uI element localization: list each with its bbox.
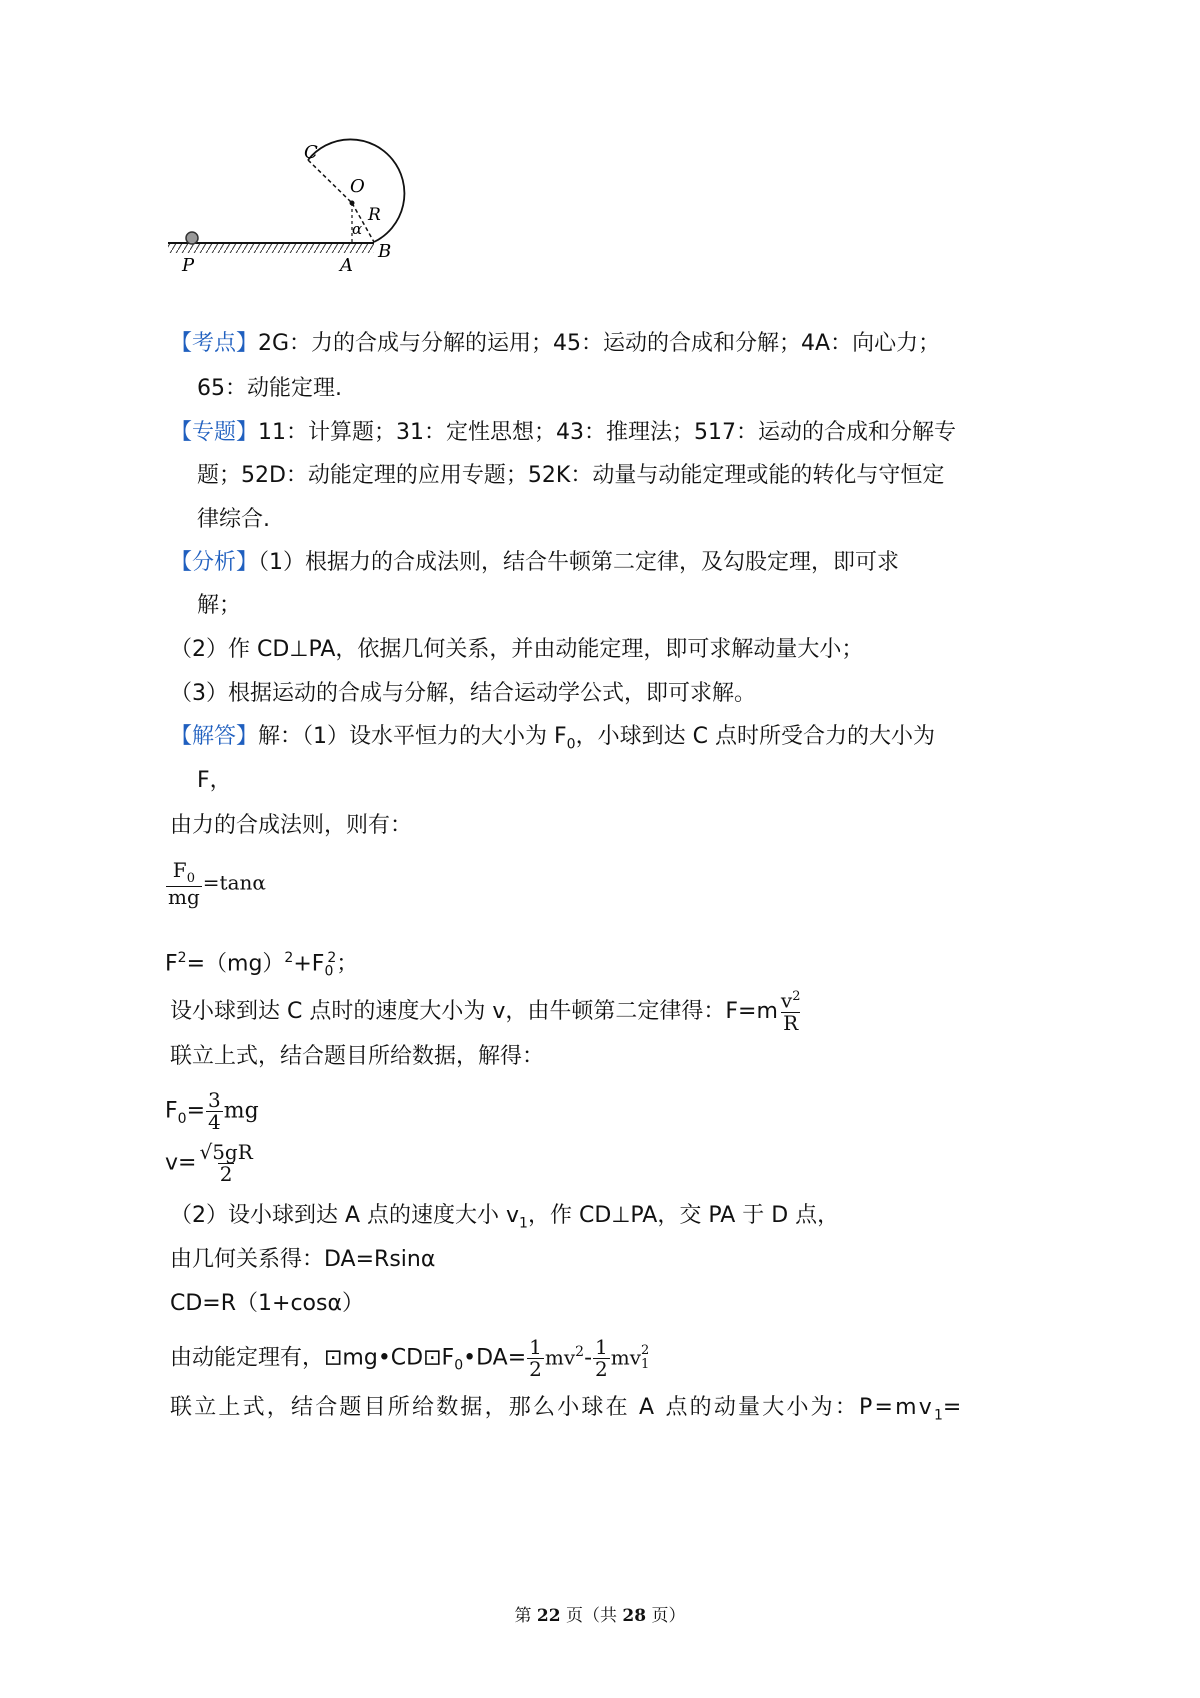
fenxi-line2: 解； xyxy=(197,593,242,618)
fraction-half-2: $\frac{1}{2}$ xyxy=(595,1334,608,1381)
kaodian-line2: 65：动能定理. xyxy=(197,376,342,401)
label-b: B xyxy=(378,241,392,262)
label-r: R xyxy=(368,205,381,225)
jieda-line6: 设小球到达 C 点时的速度大小为 v，由牛顿第二定律得：F=m $\frac{v^2}{R}$ xyxy=(170,988,801,1035)
physics-figure xyxy=(160,130,460,290)
page-total: 28 xyxy=(622,1606,647,1626)
fraction-v2-r: $\frac{v^2}{R}$ xyxy=(780,988,801,1035)
fenxi-text1: （1）根据力的合成法则，结合牛顿第二定律，及勾股定理，即可求 xyxy=(258,550,900,575)
fenxi-line4: （3）根据运动的合成与分解，结合运动学公式，即可求解。 xyxy=(170,681,756,706)
fraction-f0-mg xyxy=(166,860,202,908)
jieda-text1a: 解：（1）设水平恒力的大小为 F xyxy=(258,724,567,749)
fenxi-line1 xyxy=(170,547,899,579)
fraction-half-1: $\frac{1}{2}$ xyxy=(529,1334,542,1381)
center-point xyxy=(350,201,355,206)
eq1-den: mg xyxy=(168,884,200,909)
jieda-line7: 联立上式，结合题目所给数据，解得： xyxy=(170,1044,545,1069)
kaodian-line1 xyxy=(170,328,940,360)
jieda-line11: 由几何关系得：DA=Rsinα xyxy=(170,1247,436,1272)
zhuanti-line3: 律综合. xyxy=(197,507,270,532)
page-number: 22 xyxy=(536,1606,561,1626)
zhuanti-line2: 题；52D：动能定理的应用专题；52K：动量与动能定理或能的转化与守恒定 xyxy=(197,463,945,488)
ground-hatch xyxy=(168,243,374,253)
jieda-tag: 【解答】 xyxy=(170,724,259,749)
equation-tan xyxy=(165,860,266,908)
jieda-text1b: ，小球到达 C 点时所受合力的大小为 xyxy=(575,724,935,749)
zhuanti-text1: 11：计算题；31：定性思想；43：推理法；517：运动的合成和分解专 xyxy=(258,420,956,445)
equation-v: v= $\frac{√5gR}{2}$ xyxy=(165,1140,253,1186)
eq1-num: $F_0$ xyxy=(172,858,195,886)
fraction-sqrt5gr-2: $\frac{√5gR}{2}$ xyxy=(199,1140,253,1186)
jieda-line13: 由动能定理有，$⊡mg•CD⊡F_0•DA=$ $\frac{1}{2}$ $mv^2-$ $\frac{1}{2}$ mv 2 1 xyxy=(170,1334,650,1381)
label-a: A xyxy=(340,255,353,276)
fenxi-line3: （2）作 CD⊥PA，依据几何关系，并由动能定理，即可求解动量大小； xyxy=(170,637,864,662)
jieda-line3: 由力的合成法则，则有： xyxy=(170,813,413,838)
fenxi-tag: 【分析】 xyxy=(170,550,259,575)
jieda-line2: F， xyxy=(197,768,232,793)
label-p: P xyxy=(182,255,195,276)
jieda-line14: 联立上式，结合题目所给数据，那么小球在 A 点的动量大小为：$P=mv_1=$ xyxy=(170,1395,964,1424)
jieda-line12: CD=R（1+cosα） xyxy=(170,1291,364,1316)
fraction-3-4: $\frac{3}{4}$ xyxy=(208,1088,221,1134)
ball xyxy=(186,232,198,244)
eq1-rhs: =tanα xyxy=(202,870,266,895)
kaodian-text1: 2G：力的合成与分解的运用；45：运动的合成和分解；4A：向心力； xyxy=(258,331,941,356)
jieda-line10: （2）设小球到达 A 点的速度大小 $v_1$，作 CD⊥PA，交 PA 于 D 点， xyxy=(170,1203,840,1232)
kaodian-tag: 【考点】 xyxy=(170,331,259,356)
dashed-line-co xyxy=(308,160,352,203)
label-alpha: α xyxy=(352,220,363,238)
jieda-line1 xyxy=(170,721,935,760)
equation-f0: $F_0=$ $\frac{3}{4}$ mg xyxy=(165,1088,259,1134)
equation-f-squared: $F^2=(mg)^2+F_0^2$； xyxy=(165,950,359,980)
label-c: C xyxy=(304,142,318,163)
jieda-sub1: 0 xyxy=(566,736,576,753)
label-o: O xyxy=(350,176,365,197)
page-footer: 第 22 页（共 28 页） xyxy=(514,1606,686,1626)
zhuanti-line1 xyxy=(170,417,956,449)
zhuanti-tag: 【专题】 xyxy=(170,420,259,445)
